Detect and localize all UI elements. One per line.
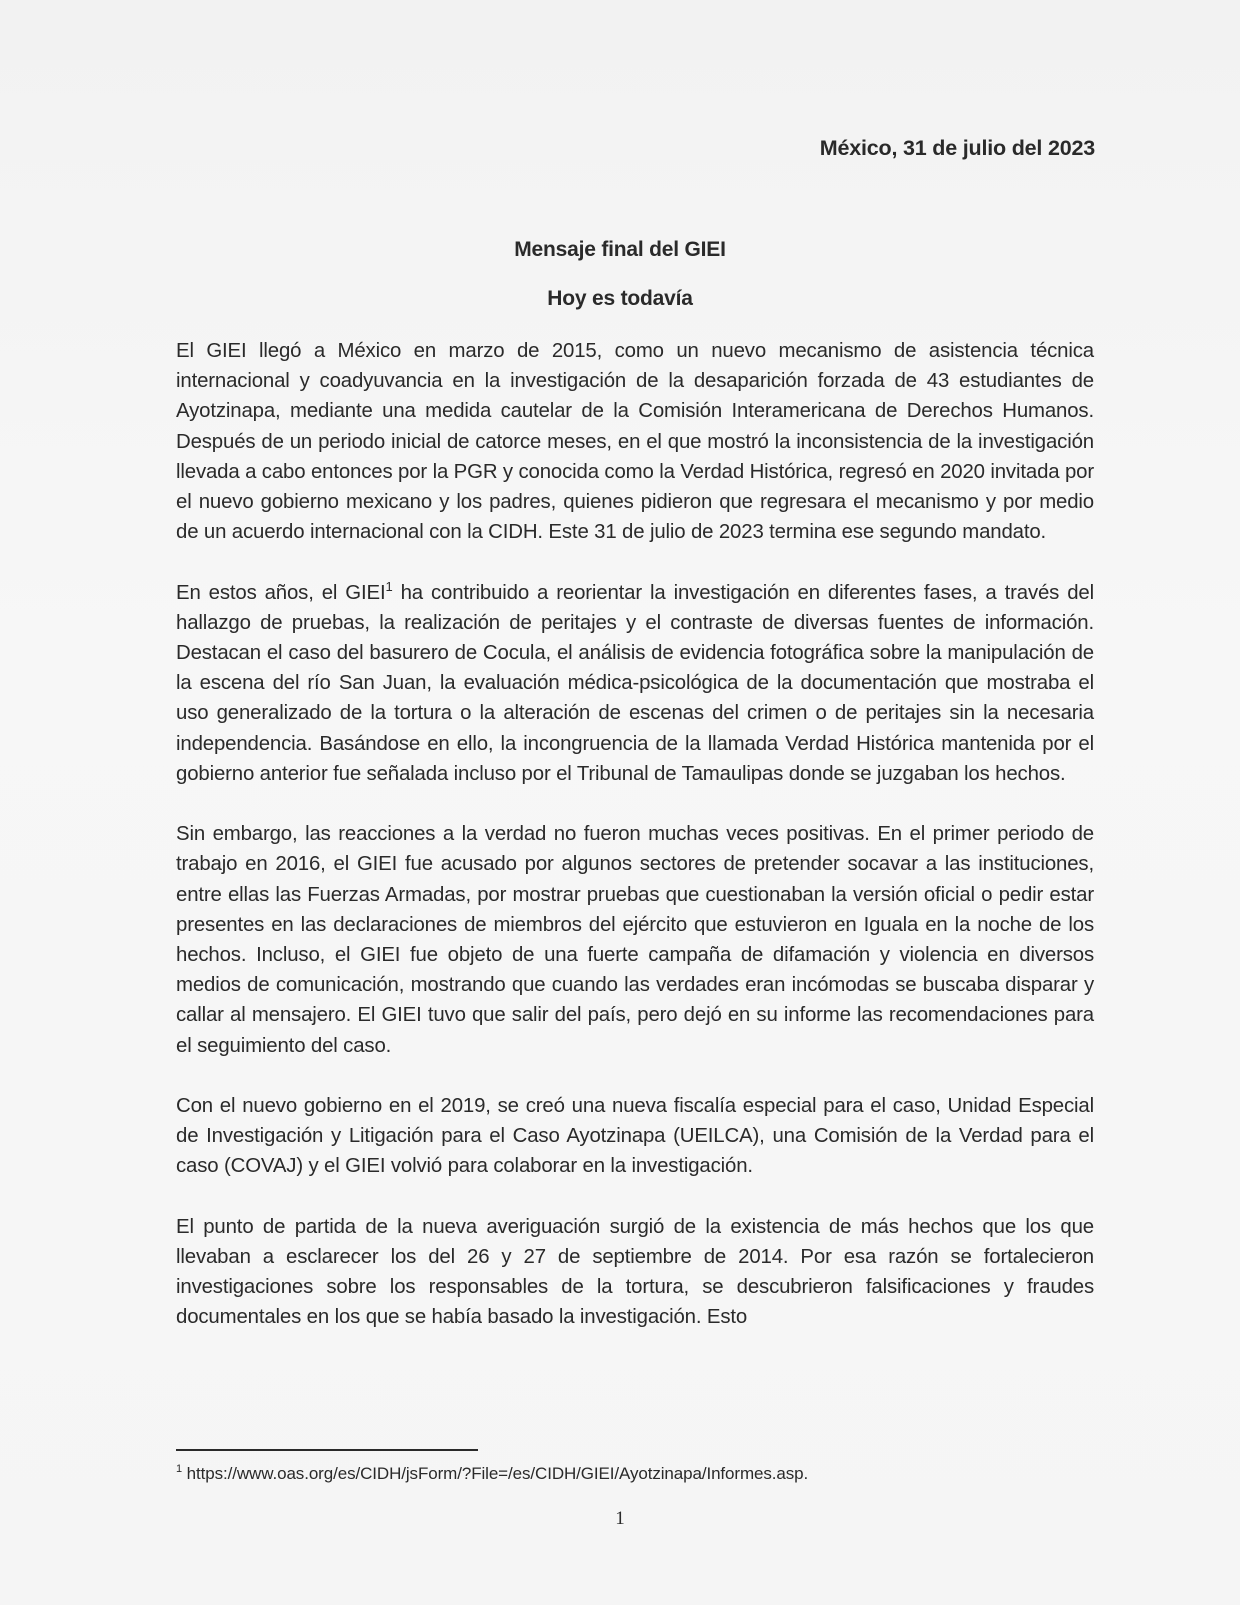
footnote-reference: 1 [385,578,393,594]
paragraph-4: Con el nuevo gobierno en el 2019, se creó una nueva fiscalía especial para el caso, Unidad Especial de Investigación y Litigación para el Caso Ayotzinapa (UEILCA), una Comisión de la Verdad para el caso (COVAJ) y el GIEI volvió para colaborar en la investigación. [176,1095,1094,1178]
page-number: 1 [615,1508,625,1529]
document-body [176,336,1094,1333]
paragraph-5: El punto de partida de la nueva averiguación surgió de la existencia de más hechos que los que llevaban a esclarecer los del 26 y 27 de septiembre de 2014. Por esa razón se fortalecieron investigaciones sobre los responsables de la tortura, se descubrieron falsificaciones y fraudes documentales en los que se había basado la investigación. Esto [176,1215,1094,1329]
footnote-divider [176,1449,478,1451]
document-subtitle: Hoy es todavía [547,287,693,310]
footnote [176,1464,808,1484]
paragraph-3: Sin embargo, las reacciones a la verdad no fueron muchas veces positivas. En el primer periodo de trabajo en 2016, el GIEI fue acusado por algunos sectores de pretender socavar a las instituciones, entre ellas las Fuerzas Armadas, por mostrar pruebas que cuestionaban la versión oficial o pedir estar presentes en las declaraciones de miembros del ejército que estuvieron en Iguala en la noche de los hechos. Incluso, el GIEI fue objeto de una fuerte campaña de difamación y violencia en diversos medios de comunicación, mostrando que cuando las verdades eran incómodas se buscaba disparar y callar al mensajero. El GIEI tuvo que salir del país, pero dejó en su informe las recomendaciones para el seguimiento del caso. [176,823,1094,1057]
document-title: Mensaje final del GIEI [514,238,726,261]
paragraph-1: El GIEI llegó a México en marzo de 2015, como un nuevo mecanismo de asistencia técnica internacional y coadyuvancia en la investigación de la desaparición forzada de 43 estudiantes de Ayotzinapa, mediante una medida cautelar de la Comisión Interamericana de Derechos Humanos. Después de un periodo inicial de catorce meses, en el que mostró la inconsistencia de la investigación llevada a cabo entonces por la PGR y conocida como la Verdad Histórica, regresó en 2020 invitada por el nuevo gobierno mexicano y los padres, quienes pidieron que regresara el mecanismo y por medio de un acuerdo internacional con la CIDH. Este 31 de julio de 2023 termina ese segundo mandato. [176,340,1094,544]
document-date: México, 31 de julio del 2023 [819,136,1095,160]
paragraph-2-start: En estos años, el GIEI [176,581,386,604]
footnote-number: 1 [176,1463,183,1475]
paragraph-2 [176,578,1094,789]
footnote-url[interactable]: https://www.oas.org/es/CIDH/jsForm/?File=/es/CIDH/GIEI/Ayotzinapa/Informes.asp. [182,1464,809,1483]
paragraph-2-rest: ha contribuido a reorientar la investigación en diferentes fases, a través del hallazgo de pruebas, la realización de peritajes y el contraste de diversas fuentes de información. Destacan el caso del basurero de Cocula, el análisis de evidencia fotográfica sobre la manipulación de la escena del río San Juan, la evaluación médica-psicológica de la documentación que mostraba el uso generalizado de la tortura o la alteración de escenas del crimen o de peritajes sin la necesaria independencia. Basándose en ello, la incongruencia de la llamada Verdad Histórica mantenida por el gobierno anterior fue señalada incluso por el Tribunal de Tamaulipas donde se juzgaban los hechos. [176,581,1094,785]
